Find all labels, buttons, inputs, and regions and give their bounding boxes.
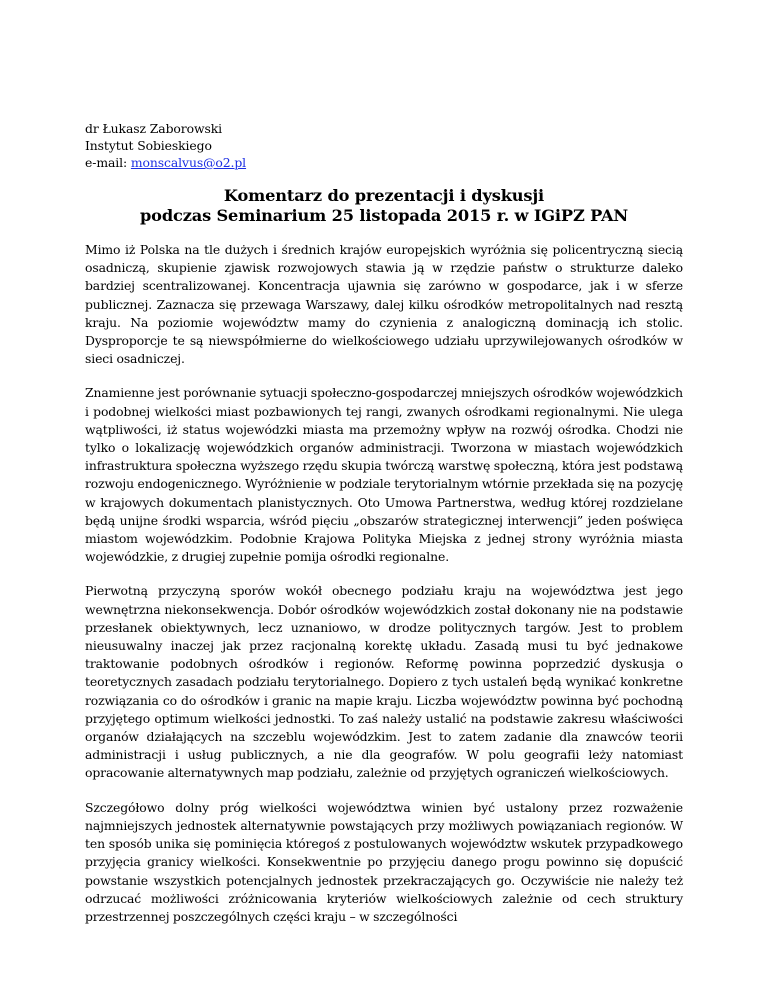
paragraph-3: Pierwotną przyczyną sporów wokół obecnego podziału kraju na województwa jest jego wewnętrzna niekonsekwencja. Dobór ośrodków wojewódzkich został dokonany nie na podstawie przesłanek obiektywnych, lecz uznaniowo, w drodze politycznych targów. Jest to problem nieusuwalny inaczej jak przez racjonalną korektę układu. Zasadą musi tu być jednakowe traktowanie podobnych ośrodków i regionów. Reformę powinna poprzedzić dyskusja o teoretycznych zasadach podziału terytorialnego. Dopiero z tych ustaleń będą wynikać konkretne rozwiązania co do ośrodków i granic na mapie kraju. Liczba województw powinna być pochodną przyjętego optimum wielkości jednostki. To zaś należy ustalić na podstawie zakresu właściwości organów działających na szczeblu wojewódzkim. Jest to zatem zadanie dla znawców teorii administracji i usług publicznych, a nie dla geografów. W polu geografii leży natomiast opracowanie alternatywnych map podziału, zależnie od przyjętych ograniczeń wielkościowych. xyxy=(85,583,683,781)
author-name: dr Łukasz Zaborowski xyxy=(85,121,222,136)
author-block xyxy=(85,120,246,171)
author-institution: Instytut Sobieskiego xyxy=(85,138,212,153)
title-line-1: Komentarz do prezentacji i dyskusji xyxy=(223,186,545,205)
body-text xyxy=(85,241,683,926)
paragraph-2: Znamienne jest porównanie sytuacji społeczno-gospodarczej mniejszych ośrodków wojewódzkich i podobnej wielkości miast pozbawionych tej rangi, zwanych ośrodkami regionalnymi. Nie ulega wątpliwości, iż status wojewódzki miasta ma przemożny wpływ na rozwój ośrodka. Chodzi nie tylko o lokalizację wojewódzkich organów administracji. Tworzona w miastach wojewódzkich infrastruktura społeczna wyższego rzędu skupia twórczą warstwę społeczną, która jest podstawą rozwoju endogenicznego. Wyróżnienie w podziale terytorialnym wtórnie przekłada się na pozycję w krajowych dokumentach planistycznych. Oto Umowa Partnerstwa, według której rozdzielane będą unijne środki wsparcia, wśród pięciu „obszarów strategicznej interwencji” jeden poświęca miastom wojewódzkim. Podobnie Krajowa Polityka Miejska z jednej strony wyróżnia miasta wojewódzkie, z drugiej zupełnie pomija ośrodki regionalne. xyxy=(85,385,683,565)
document-title xyxy=(85,186,683,226)
email-label: e-mail: xyxy=(85,155,131,170)
paragraph-1: Mimo iż Polska na tle dużych i średnich krajów europejskich wyróżnia się policentryczną siecią osadniczą, skupienie zjawisk rozwojowych stawia ją w rzędzie państw o strukturze daleko bardziej scentralizowanej. Koncentracja ujawnia się zarówno w gospodarce, jak i w sferze publicznej. Zaznacza się przewaga Warszawy, dalej kilku ośrodków metropolitalnych nad resztą kraju. Na poziomie województw mamy do czynienia z analogiczną dominacją ich stolic. Dysproporcje te są niewspółmierne do wielkościowego udziału uprzywilejowanych ośrodków w sieci osadniczej. xyxy=(85,242,683,367)
title-line-2: podczas Seminarium 25 listopada 2015 r. w IGiPZ PAN xyxy=(140,206,628,225)
email-link[interactable]: monscalvus@o2.pl xyxy=(130,155,247,170)
author-email-line xyxy=(85,154,246,171)
paragraph-4: Szczegółowo dolny próg wielkości województwa winien być ustalony przez rozważenie najmniejszych jednostek alternatywnie powstających przy możliwych powiązaniach regionów. W ten sposób unika się pominięcia któregoś z postulowanych województw wskutek przypadkowego przyjęcia granicy wielkości. Konsekwentnie po przyjęciu danego progu powinno się dopuścić powstanie wszystkich potencjalnych jednostek przekraczających go. Oczywiście nie należy też odrzucać możliwości zróżnicowania kryteriów wielkościowych zależnie od cech struktury przestrzennej poszczególnych części kraju – w szczególności xyxy=(85,799,683,924)
